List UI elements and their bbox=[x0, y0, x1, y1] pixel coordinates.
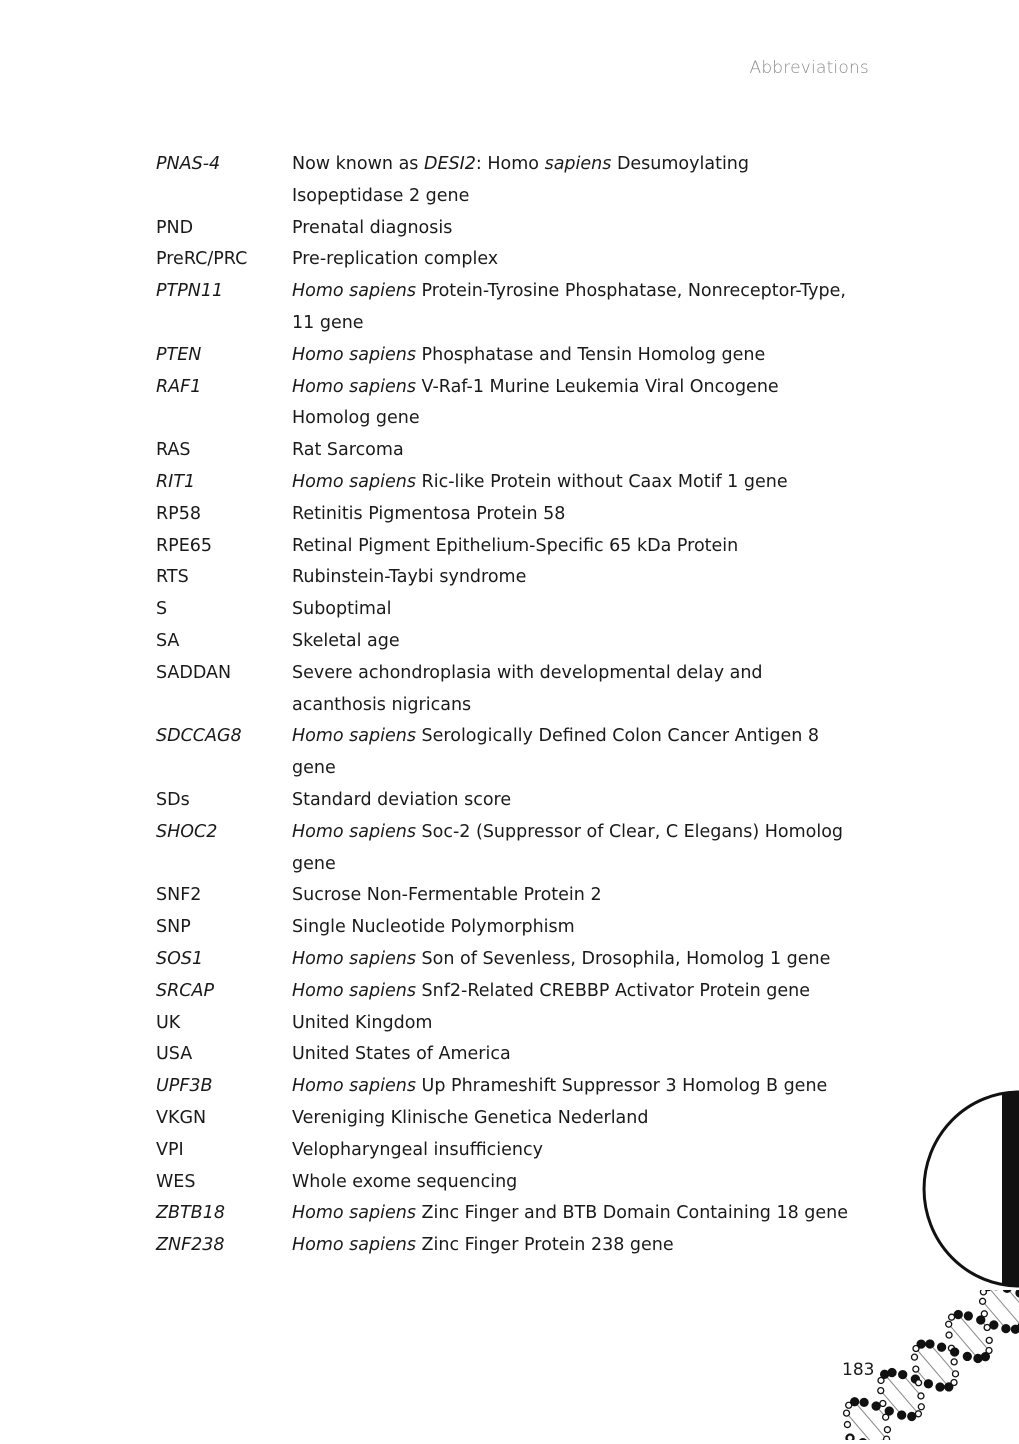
abbreviation-definition bbox=[292, 435, 856, 467]
abbreviation-list bbox=[156, 149, 856, 1262]
abbreviation-definition bbox=[292, 467, 856, 499]
abbreviation-term: VKGN bbox=[156, 1107, 207, 1128]
abbreviation-definition bbox=[292, 1103, 856, 1135]
abbreviation-definition bbox=[292, 1135, 856, 1167]
abbreviation-row bbox=[156, 1198, 856, 1230]
definition-segment: Rubinstein-Taybi syndrome bbox=[292, 567, 527, 588]
dna-helix-icon bbox=[840, 1290, 1019, 1444]
abbreviation-term: USA bbox=[156, 1044, 193, 1065]
half-circle-tab-icon bbox=[918, 1090, 1019, 1296]
abbreviation-row bbox=[156, 1039, 856, 1071]
dna-node bbox=[913, 1366, 919, 1372]
abbreviation-term: RP58 bbox=[156, 503, 201, 524]
abbreviation-term: SNF2 bbox=[156, 885, 202, 906]
dna-node bbox=[980, 1290, 986, 1295]
definition-segment: Phosphatase and Tensin Homolog gene bbox=[415, 344, 766, 365]
abbreviation-definition bbox=[292, 721, 856, 785]
abbreviation-definition bbox=[292, 340, 856, 372]
abbreviation-row bbox=[156, 276, 856, 340]
dna-node bbox=[844, 1422, 850, 1428]
dna-node bbox=[918, 1404, 924, 1410]
dna-node bbox=[986, 1348, 992, 1354]
definition-segment: Sucrose Non-Fermentable Protein 2 bbox=[292, 885, 602, 906]
definition-italic-segment: Homo sapiens bbox=[292, 1076, 416, 1097]
abbreviation-row bbox=[156, 976, 856, 1008]
abbreviation-row bbox=[156, 721, 856, 785]
abbreviation-term: WES bbox=[156, 1171, 196, 1192]
dna-node bbox=[1003, 1290, 1011, 1292]
dna-node bbox=[898, 1411, 906, 1419]
definition-italic-segment: Homo sapiens bbox=[292, 1235, 416, 1256]
abbreviation-definition bbox=[292, 880, 856, 912]
abbreviation-definition bbox=[292, 817, 856, 881]
definition-segment: Soc-2 (Suppressor of Clear, C Elegans) Homolog gene bbox=[292, 821, 844, 874]
dna-node bbox=[912, 1354, 918, 1360]
abbreviation-row bbox=[156, 880, 856, 912]
abbreviation-term: ZBTB18 bbox=[156, 1203, 225, 1224]
definition-segment: Standard deviation score bbox=[292, 789, 512, 810]
abbreviation-row bbox=[156, 658, 856, 722]
abbreviation-term: SOS1 bbox=[156, 948, 204, 969]
definition-segment: Vereniging Klinische Genetica Nederland bbox=[292, 1107, 649, 1128]
definition-segment: Single Nucleotide Polymorphism bbox=[292, 917, 575, 938]
dna-node bbox=[899, 1371, 907, 1379]
dna-node bbox=[990, 1321, 998, 1329]
abbreviation-definition bbox=[292, 499, 856, 531]
abbreviation-definition bbox=[292, 658, 856, 722]
abbreviation-term: RPE65 bbox=[156, 535, 213, 556]
page-number: 183 bbox=[842, 1360, 875, 1380]
definition-italic-segment: Homo sapiens bbox=[292, 281, 416, 302]
definition-segment: United States of America bbox=[292, 1044, 511, 1065]
abbreviation-term: SHOC2 bbox=[156, 821, 218, 842]
abbreviation-term: PreRC/PRC bbox=[156, 249, 248, 270]
abbreviation-term: SADDAN bbox=[156, 662, 232, 683]
abbreviation-term: SNP bbox=[156, 917, 191, 938]
abbreviation-row bbox=[156, 1008, 856, 1040]
definition-italic-segment: Homo sapiens bbox=[292, 948, 416, 969]
abbreviation-row bbox=[156, 435, 856, 467]
abbreviation-definition bbox=[292, 785, 856, 817]
dna-node bbox=[981, 1311, 987, 1317]
definition-segment: Now known as bbox=[292, 154, 424, 174]
abbreviation-row bbox=[156, 912, 856, 944]
dna-node bbox=[952, 1371, 958, 1377]
definition-segment: Serologically Defined Colon Cancer Antigen 8 gene bbox=[292, 726, 820, 779]
definition-segment: Ric-like Protein without Caax Motif 1 gene bbox=[415, 471, 788, 492]
abbreviation-definition bbox=[292, 1039, 856, 1071]
abbreviation-row bbox=[156, 562, 856, 594]
dna-rung bbox=[988, 1290, 1019, 1326]
abbreviation-term: S bbox=[156, 599, 168, 620]
definition-segment: Skeletal age bbox=[292, 630, 400, 651]
abbreviation-term: PNAS-4 bbox=[156, 154, 221, 174]
dna-node bbox=[1002, 1325, 1010, 1333]
dna-node bbox=[880, 1401, 886, 1407]
abbreviation-definition bbox=[292, 276, 856, 340]
definition-segment: Velopharyngeal insufficiency bbox=[292, 1139, 543, 1160]
definition-segment: Prenatal diagnosis bbox=[292, 217, 453, 238]
definition-segment: Retinal Pigment Epithelium-Specific 65 kDa Protein bbox=[292, 535, 739, 556]
definition-italic-segment: Homo sapiens bbox=[292, 726, 416, 747]
abbreviation-definition bbox=[292, 976, 856, 1008]
abbreviation-row bbox=[156, 244, 856, 276]
dna-node bbox=[847, 1435, 853, 1440]
definition-segment: Pre-replication complex bbox=[292, 249, 499, 270]
dna-node bbox=[974, 1354, 982, 1362]
dna-node bbox=[851, 1398, 859, 1406]
dna-node bbox=[936, 1383, 944, 1391]
dna-node bbox=[878, 1388, 884, 1394]
dna-node bbox=[884, 1436, 890, 1440]
definition-segment: Retinitis Pigmentosa Protein 58 bbox=[292, 503, 566, 524]
abbreviation-row bbox=[156, 467, 856, 499]
dna-node bbox=[860, 1398, 868, 1406]
abbreviation-row bbox=[156, 372, 856, 436]
abbreviation-definition bbox=[292, 372, 856, 436]
dna-node bbox=[951, 1348, 959, 1356]
abbreviation-row bbox=[156, 340, 856, 372]
definition-segment: : Homo bbox=[475, 154, 545, 174]
abbreviation-term: PND bbox=[156, 217, 194, 238]
definition-italic-segment: Homo sapiens bbox=[292, 376, 416, 397]
dna-node bbox=[954, 1311, 962, 1319]
abbreviation-term: SDCCAG8 bbox=[156, 726, 242, 747]
abbreviation-row bbox=[156, 149, 856, 213]
abbreviation-term: SRCAP bbox=[156, 980, 215, 1001]
definition-italic-segment: DESI2 bbox=[423, 154, 476, 174]
abbreviation-row bbox=[156, 1135, 856, 1167]
dna-node bbox=[946, 1332, 952, 1338]
definition-segment: Zinc Finger Protein 238 gene bbox=[415, 1235, 674, 1256]
abbreviation-definition bbox=[292, 562, 856, 594]
dna-node bbox=[918, 1393, 924, 1399]
abbreviation-definition bbox=[292, 594, 856, 626]
dna-node bbox=[881, 1370, 889, 1378]
abbreviation-row bbox=[156, 1230, 856, 1262]
dna-node bbox=[938, 1343, 946, 1351]
definition-segment: Zinc Finger and BTB Domain Containing 18 gene bbox=[415, 1203, 849, 1224]
abbreviation-definition bbox=[292, 149, 856, 213]
dna-node bbox=[964, 1312, 972, 1320]
abbreviation-definition bbox=[292, 1198, 856, 1230]
definition-segment: Whole exome sequencing bbox=[292, 1171, 518, 1192]
definition-segment: Snf2-Related CREBBP Activator Protein gene bbox=[415, 980, 810, 1001]
abbreviation-row bbox=[156, 626, 856, 658]
dna-node bbox=[917, 1340, 925, 1348]
abbreviation-row bbox=[156, 1167, 856, 1199]
abbreviation-definition bbox=[292, 1008, 856, 1040]
dna-node bbox=[884, 1427, 890, 1433]
definition-italic-segment: sapiens bbox=[544, 154, 612, 174]
dna-node bbox=[924, 1380, 932, 1388]
definition-italic-segment: Homo sapiens bbox=[292, 471, 416, 492]
definition-segment: Desumoylating Isopeptidase 2 gene bbox=[292, 154, 750, 206]
dna-node bbox=[946, 1321, 952, 1327]
abbreviation-term: RAF1 bbox=[156, 376, 202, 397]
abbreviation-row bbox=[156, 594, 856, 626]
definition-segment: United Kingdom bbox=[292, 1012, 433, 1033]
definition-segment: Protein-Tyrosine Phosphatase, Nonreceptor-Type, 11 gene bbox=[292, 281, 846, 333]
running-head: Abbreviations bbox=[749, 58, 869, 78]
abbreviation-definition bbox=[292, 626, 856, 658]
dna-node bbox=[872, 1402, 880, 1410]
abbreviation-term: PTPN11 bbox=[156, 281, 224, 302]
abbreviation-term: RTS bbox=[156, 567, 189, 588]
dna-node bbox=[951, 1359, 957, 1365]
definition-segment: Rat Sarcoma bbox=[292, 440, 404, 461]
abbreviation-term: PTEN bbox=[156, 344, 202, 365]
abbreviation-definition bbox=[292, 531, 856, 563]
abbreviation-row bbox=[156, 213, 856, 245]
abbreviation-term: SA bbox=[156, 630, 180, 651]
definition-segment: Son of Sevenless, Drosophila, Homolog 1 gene bbox=[415, 948, 831, 969]
abbreviation-definition bbox=[292, 1230, 856, 1262]
definition-italic-segment: Homo sapiens bbox=[292, 980, 416, 1001]
abbreviation-row bbox=[156, 1071, 856, 1103]
abbreviation-definition bbox=[292, 912, 856, 944]
abbreviation-definition bbox=[292, 1167, 856, 1199]
definition-segment: V-Raf-1 Murine Leukemia Viral Oncogene Homolog gene bbox=[292, 376, 779, 429]
abbreviation-definition bbox=[292, 944, 856, 976]
dna-node bbox=[951, 1380, 957, 1386]
abbreviation-term: SDs bbox=[156, 789, 190, 810]
definition-italic-segment: Homo sapiens bbox=[292, 344, 416, 365]
abbreviation-definition bbox=[292, 213, 856, 245]
dna-node bbox=[986, 1337, 992, 1343]
abbreviation-row bbox=[156, 531, 856, 563]
definition-segment: Up Phrameshift Suppressor 3 Homolog B gene bbox=[415, 1076, 828, 1097]
dna-node bbox=[916, 1380, 922, 1386]
dna-node bbox=[844, 1410, 850, 1416]
abbreviation-definition bbox=[292, 244, 856, 276]
abbreviation-row bbox=[156, 499, 856, 531]
dna-node bbox=[908, 1412, 916, 1420]
abbreviation-row bbox=[156, 817, 856, 881]
abbreviation-term: RAS bbox=[156, 440, 191, 461]
definition-italic-segment: Homo sapiens bbox=[292, 1203, 416, 1224]
abbreviation-definition bbox=[292, 1071, 856, 1103]
abbreviation-term: ZNF238 bbox=[156, 1235, 225, 1256]
definition-segment: Suboptimal bbox=[292, 599, 392, 620]
dna-node bbox=[885, 1407, 893, 1415]
definition-italic-segment: Homo sapiens bbox=[292, 821, 416, 842]
abbreviation-term: VPI bbox=[156, 1139, 184, 1160]
dna-node bbox=[926, 1340, 934, 1348]
dna-node bbox=[915, 1411, 921, 1417]
dna-node bbox=[963, 1352, 971, 1360]
abbreviation-row bbox=[156, 1103, 856, 1135]
dna-rung bbox=[855, 1402, 887, 1439]
dna-node bbox=[980, 1298, 986, 1304]
abbreviation-term: RIT1 bbox=[156, 471, 196, 492]
abbreviation-term: UK bbox=[156, 1012, 181, 1033]
abbreviation-row bbox=[156, 944, 856, 976]
abbreviation-term: UPF3B bbox=[156, 1076, 213, 1097]
dna-node bbox=[888, 1369, 896, 1377]
abbreviation-row bbox=[156, 785, 856, 817]
definition-segment: Severe achondroplasia with developmental delay and acanthosis nigricans bbox=[292, 662, 763, 715]
